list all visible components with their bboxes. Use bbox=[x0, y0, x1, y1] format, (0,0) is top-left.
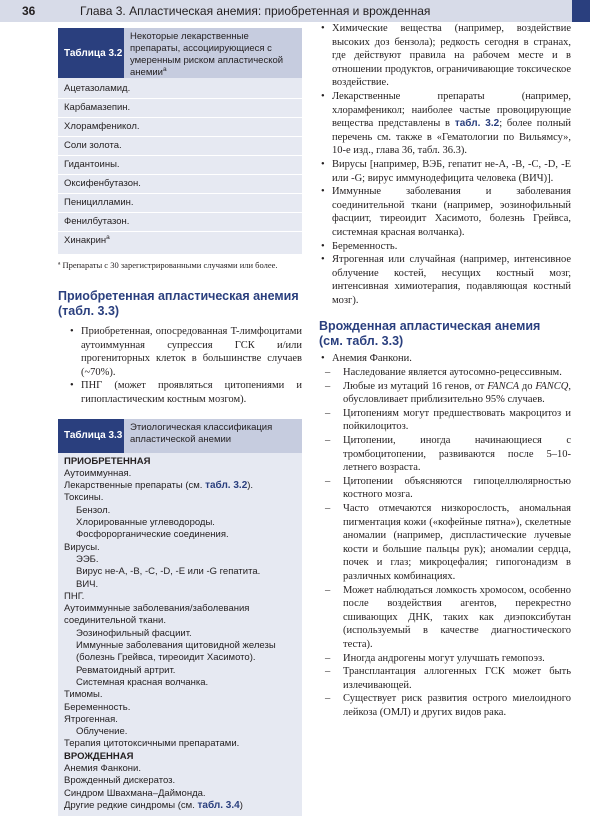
list-item: • Иммунные заболевания и заболевания соединительной ткани (например, эозинофильный фасциит, тиреоидит Хасимото, болезнь Грейвса, системная красная волчанка). bbox=[319, 185, 571, 239]
header-edge-tab bbox=[572, 0, 590, 22]
sublist-item: – Цитопениям могут предшествовать макроцитоз и пойкилоцитоз. bbox=[319, 407, 571, 434]
table-row: Хлорамфеникол. bbox=[58, 118, 302, 137]
table-row: Карбамазепин. bbox=[58, 99, 302, 118]
table-row: Хлорированные углеводороды. bbox=[76, 517, 215, 529]
table-row: Фосфорорганические соединения. bbox=[76, 529, 229, 541]
section-heading-acquired: Приобретенная апластическая анемия (табл. 3.3) bbox=[58, 289, 299, 318]
table-body bbox=[58, 453, 302, 816]
running-header bbox=[0, 0, 590, 22]
table-row: Бензол. bbox=[76, 504, 111, 516]
table-label: Таблица 3.3 bbox=[58, 419, 124, 453]
sublist-item: – Наследование является аутосомно-рецессивным. bbox=[319, 366, 571, 380]
table-row: Пеницилламин. bbox=[58, 194, 302, 213]
table-footnote: ª Препараты с 30 зарегистрированными случаями или более. bbox=[58, 260, 278, 270]
list-item: • Анемия Фанкони. – Наследование является аутосомно-рецессивным. – Любые из мутаций 16 генов, от FANCA до FANCQ, обусловливает приблизительно 95% случаев. – Цитопениям могут предшествовать макроцитоз и пойкилоцитоз. – Цитопении, иногда начинающиеся с тромбоцитопении, развиваются после 5–10-летнего возраста. – Цитопении объясняются гипоцеллюлярностью костного мозга. – Часто отмечаются низкорослость, аномальная пигментация кожи («кофейные пятна»), скелетные аномалии (например, диспластические лучевые кости и большие пальцы рук); аномалии сердца, почек и глаз; микроцефалия; гипогонадизм в различных комбинациях. – Может наблюдаться ломкость хромосом, особенно после воздействия агентов, перекрестно сшивающих ДНК, таких как диэпоксибутан (используемый в качестве диагностического теста). – Иногда андрогены могут улучшать гемопоэз. – Трансплантация аллогенных ГСК может быть излечивающей. – Существует риск развития острого миелоидного лейкоза (ОМЛ) и других видов рака. bbox=[319, 352, 571, 719]
table-row: Системная красная волчанка. bbox=[76, 676, 209, 688]
sublist-item: – Иногда андрогены могут улучшать гемопоэз. bbox=[319, 652, 571, 666]
table-section: ПРИОБРЕТЕННАЯ bbox=[64, 455, 151, 467]
congenital-list bbox=[319, 352, 571, 719]
table-row: Хинакрин$^a$ bbox=[64, 233, 110, 246]
sublist-item: – Может наблюдаться ломкость хромосом, особенно после воздействия агентов, перекрестно сшивающих ДНК, таких как диэпоксибутан (используемый в качестве диагностического теста). bbox=[319, 584, 571, 652]
table-row: Вирусы. bbox=[64, 541, 100, 553]
left-column bbox=[58, 28, 302, 816]
table-row: ВИЧ. bbox=[76, 578, 99, 590]
table-row: ЭЭБ. bbox=[76, 553, 99, 565]
table-ref-link[interactable]: табл. 3.2 bbox=[205, 480, 248, 492]
table-3-2 bbox=[58, 28, 302, 254]
list-item: • Приобретенная, опосредованная T-лимфоцитами аутоиммунная супрессия ГСК и/или прогениторных клеток в большинстве случаев (~70%). bbox=[68, 325, 302, 379]
table-section: ВРОЖДЕННАЯ bbox=[64, 750, 134, 762]
right-column bbox=[319, 22, 571, 720]
acquired-causes-list bbox=[319, 22, 571, 307]
table-row: Врожденный дискератоз. bbox=[64, 775, 176, 787]
list-item: • Химические вещества (например, воздействие высоких доз бензола); редкость сегодня в странах, где действуют правила на рабочем месте и в отношении продуктов, ограничивающие токсическое воздействие. bbox=[319, 22, 571, 90]
section-heading-congenital: Врожденная апластическая анемия (см. табл. 3.3) bbox=[319, 319, 541, 349]
table-row: Фенилбутазон. bbox=[58, 213, 302, 232]
table-row: Гидантоины. bbox=[58, 156, 302, 175]
table-row: Другие редкие синдромы (см. табл. 3.4) bbox=[64, 799, 243, 811]
table-row: Токсины. bbox=[64, 492, 104, 504]
table-row: Ацетазоламид. bbox=[58, 80, 302, 99]
table-row: Синдром Швахмана–Даймонда. bbox=[64, 787, 206, 799]
table-row: Тимомы. bbox=[64, 689, 103, 701]
table-row: Беременность. bbox=[64, 701, 131, 713]
fanconi-sublist bbox=[319, 366, 571, 719]
table-row: ПНГ. bbox=[64, 590, 85, 602]
list-item: • Беременность. bbox=[319, 240, 571, 254]
table-row: Ревматоидный артрит. bbox=[76, 664, 176, 676]
table-row: Лекарственные препараты (см. табл. 3.2). bbox=[64, 480, 254, 492]
sublist-item: – Трансплантация аллогенных ГСК может быть излечивающей. bbox=[319, 665, 571, 692]
sublist-item: – Цитопении, иногда начинающиеся с тромбоцитопении, развиваются после 5–10-летнего возраста. bbox=[319, 434, 571, 475]
table-row: Аутоиммунные заболевания/заболевания соединительной ткани. bbox=[64, 603, 250, 627]
table-row: Ятрогенная. bbox=[64, 713, 118, 725]
list-item: • Ятрогенная или случайная (например, интенсивное облучение костей, несущих костный мозг, интенсивная химиотерапия, подавляющая костный мозг). bbox=[319, 253, 571, 307]
table-row: Оксифенбутазон. bbox=[58, 175, 302, 194]
sublist-item: – Цитопении объясняются гипоцеллюлярностью костного мозга. bbox=[319, 475, 571, 502]
table-3-3 bbox=[58, 419, 302, 816]
acquired-list bbox=[68, 325, 302, 407]
list-item: • Вирусы [например, ВЭБ, гепатит не-A, -B, -C, -D, -E или -G; вирус иммунодефицита человека (ВИЧ)]. bbox=[319, 158, 571, 185]
table-body bbox=[58, 78, 302, 254]
table-title: Этиологическая классификация апластической анемии bbox=[124, 419, 302, 453]
list-item: • ПНГ (может проявляться цитопениями и гипопластическим костным мозгом). bbox=[68, 379, 302, 406]
table-ref-link[interactable]: табл. 3.4 bbox=[197, 799, 240, 811]
sublist-item: – Существует риск развития острого миелоидного лейкоза (ОМЛ) и других видов рака. bbox=[319, 692, 571, 719]
table-title: Некоторые лекарственные препараты, ассоциирующиеся с умеренным риском апластической анемии$^a$ bbox=[124, 28, 302, 78]
table-row: Иммунные заболевания щитовидной железы (болезнь Грейвса, тиреоидит Хасимото). bbox=[76, 640, 276, 664]
table-row: Аутоиммунная. bbox=[64, 467, 132, 479]
table-label: Таблица 3.2 bbox=[58, 28, 124, 78]
table-row: Вирус не-A, -B, -C, -D, -E или -G гепатита. bbox=[76, 566, 261, 578]
sublist-item: – Любые из мутаций 16 генов, от FANCA до FANCQ, обусловливает приблизительно 95% случаев. bbox=[319, 380, 571, 407]
table-row: Терапия цитотоксичными препаратами. bbox=[64, 738, 240, 750]
table-row: Облучение. bbox=[76, 726, 128, 738]
page-number: 36 bbox=[22, 4, 36, 18]
sublist-item: – Часто отмечаются низкорослость, аномальная пигментация кожи («кофейные пятна»), скелетные аномалии (например, диспластические лучевые кости и большие пальцы рук); аномалии сердца, почек и глаз; микроцефалия; гипогонадизм в различных комбинациях. bbox=[319, 502, 571, 584]
table-row: Анемия Фанкони. bbox=[64, 762, 141, 774]
table-row: Соли золота. bbox=[58, 137, 302, 156]
table-ref-link[interactable]: табл. 3.2 bbox=[454, 118, 500, 130]
running-title: Глава 3. Апластическая анемия: приобретенная и врожденная bbox=[80, 4, 431, 18]
table-row: Эозинофильный фасциит. bbox=[76, 627, 192, 639]
list-item: • Лекарственные препараты (например, хлорамфеникол; наиболее частые провоцирующие вещества представлены в табл. 3.2; более полный перечень см. также в «Гематологии по Вильямсу», 10-е изд., глава 36, табл. 36.3). bbox=[319, 90, 571, 158]
